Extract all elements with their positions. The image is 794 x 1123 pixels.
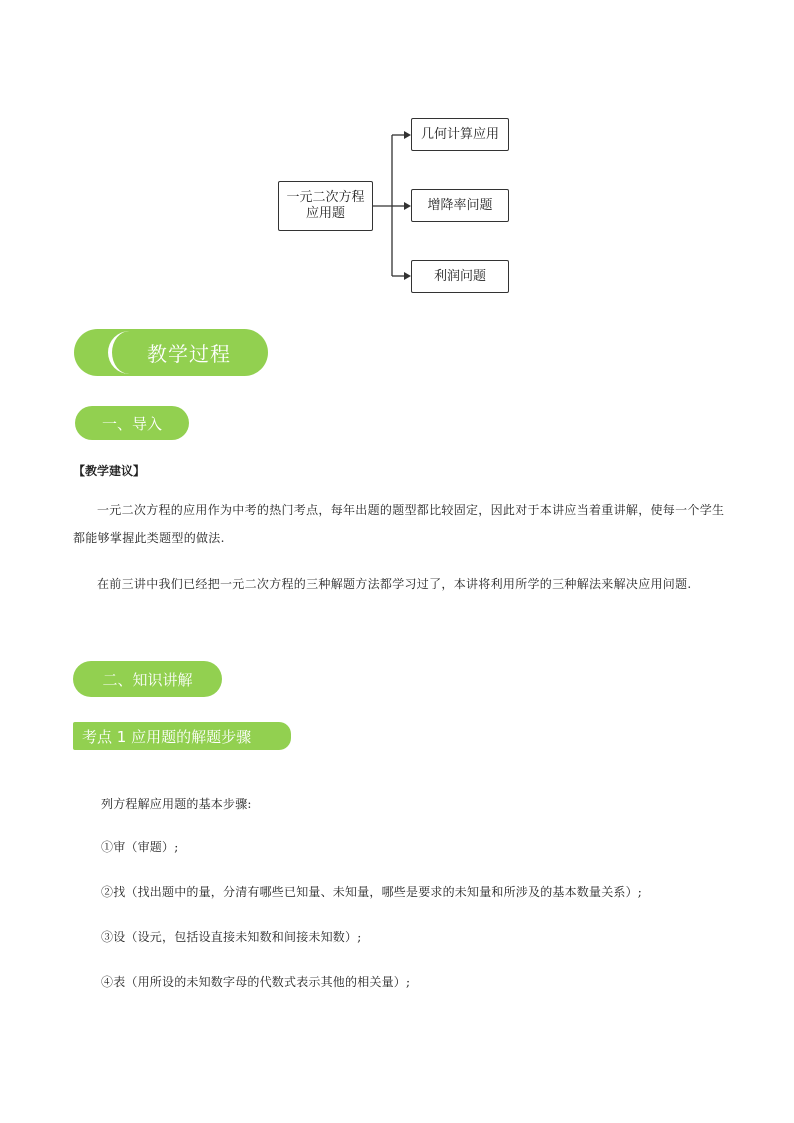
mindmap-branch-geometry: 几何计算应用: [411, 118, 509, 151]
intro-heading-pill: 一、导入: [75, 406, 189, 440]
mindmap-branch-profit: 利润问题: [411, 260, 509, 293]
knowledge-heading-pill: 二、知识讲解: [73, 661, 222, 697]
mindmap-branch-growth-rate: 增降率问题: [411, 189, 509, 222]
arrow-right-icon: [404, 202, 411, 210]
section-banner: [74, 329, 268, 376]
teaching-suggestion-heading: 【教学建议】: [73, 464, 146, 478]
paragraph-1: 一元二次方程的应用作为中考的热门考点，每年出题的题型都比较固定，因此对于本讲应当着重讲解，使每一个学生都能够掌握此类题型的做法.: [73, 503, 725, 545]
mindmap-root-node: [278, 181, 373, 231]
section-banner-title: 教学过程: [108, 331, 266, 374]
arrow-right-icon: [404, 131, 411, 139]
mindmap-root-line1: 一元二次方程: [286, 190, 365, 205]
point-tag: 考点 1 应用题的解题步骤: [73, 722, 291, 750]
steps-intro: 列方程解应用题的基本步骤:: [101, 797, 252, 811]
mindmap-root-line2: 应用题: [305, 206, 345, 221]
arrow-right-icon: [404, 272, 411, 280]
step-item: ④表（用所设的未知数字母的代数式表示其他的相关量）;: [101, 975, 411, 989]
mindmap-connectors: [0, 0, 794, 320]
step-item: ①审（审题）;: [101, 840, 179, 854]
paragraph-2: 在前三讲中我们已经把一元二次方程的三种解题方法都学习过了，本讲将利用所学的三种解法来解决应用问题.: [97, 577, 692, 591]
step-item: ②找（找出题中的量，分清有哪些已知量、未知量，哪些是要求的未知量和所涉及的基本数量关系）;: [101, 885, 643, 899]
step-item: ③设（设元，包括设直接未知数和间接未知数）;: [101, 930, 362, 944]
